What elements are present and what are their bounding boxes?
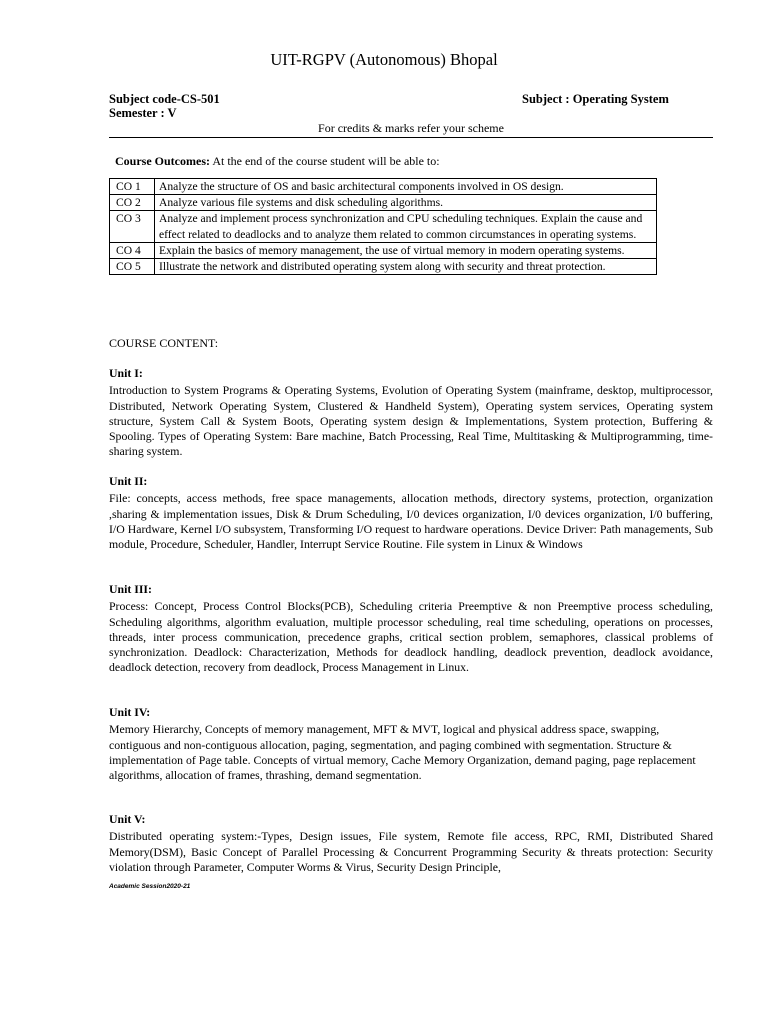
unit-text: File: concepts, access methods, free space managements, allocation methods, directory systems, protection, organization ,sharing & implementation issues, Disk & Drum Scheduling, I/0 devices organization, I/0 devices organization, I/0 buffering, I/O Hardware, Kernel I/O subsystem, Transforming I/O request to hardware operations. Device Driver: Path managements, Sub module, Procedure, Scheduler, Handler, Interrupt Service Routine. File system in Linux & Windows: [109, 491, 713, 552]
co-text: Explain the basics of memory management, the use of virtual memory in modern operating systems.: [155, 242, 657, 258]
course-outcomes-label: Course Outcomes:: [115, 154, 210, 168]
co-code: CO 3: [110, 211, 155, 242]
table-row: [110, 259, 657, 275]
co-text: Illustrate the network and distributed operating system along with security and threat protection.: [155, 259, 657, 275]
co-code: CO 4: [110, 242, 155, 258]
unit-title: Unit I:: [109, 366, 143, 380]
unit-title: Unit V:: [109, 812, 146, 826]
co-text: Analyze and implement process synchronization and CPU scheduling techniques. Explain the cause and effect related to deadlocks and to analyze them related to common circumstances in operating systems.: [155, 211, 657, 242]
course-outcomes-intro: [115, 154, 440, 169]
semester: Semester : V: [109, 106, 177, 120]
table-row: [110, 242, 657, 258]
credits-note: For credits & marks refer your scheme: [318, 121, 504, 135]
co-text: Analyze various file systems and disk scheduling algorithms.: [155, 195, 657, 211]
course-content-heading: COURSE CONTENT:: [109, 336, 219, 350]
header-divider: [109, 137, 713, 138]
table-row: [110, 179, 657, 195]
unit-section: [109, 582, 713, 676]
course-outcomes-intro-text: At the end of the course student will be able to:: [209, 154, 440, 168]
academic-session-footer: Academic Session2020-21: [109, 883, 191, 890]
page-title: UIT-RGPV (Autonomous) Bhopal: [270, 50, 498, 69]
subject-row: [109, 92, 713, 107]
co-text: Analyze the structure of OS and basic architectural components involved in OS design.: [155, 179, 657, 195]
co-code: CO 5: [110, 259, 155, 275]
unit-section: [109, 812, 713, 875]
subject-code: Subject code-CS-501: [109, 92, 220, 106]
unit-text: Distributed operating system:-Types, Design issues, File system, Remote file access, RPC, RMI, Distributed Shared Memory(DSM), Basic Concept of Parallel Processing & Concurrent Programming Security & threats protection: Security violation through Parameter, Computer Worms & Virus, Security Design Principle,: [109, 829, 713, 874]
subject-name: Subject : Operating System: [522, 92, 669, 106]
co-code: CO 2: [110, 195, 155, 211]
semester-row: [109, 106, 713, 121]
unit-title: Unit III:: [109, 582, 152, 596]
table-row: [110, 195, 657, 211]
unit-text: Introduction to System Programs & Operating Systems, Evolution of Operating System (mainframe, desktop, multiprocessor, Distributed, Network Operating System, Clustered & Handheld System), Operating system services, Operating system structure, System Call & System Boots, Operating system design & Implementations, System protection, Buffering & Spooling. Types of Operating System: Bare machine, Batch Processing, Real Time, Multitasking & Multiprogramming, time-sharing system.: [109, 383, 713, 459]
unit-text: Memory Hierarchy, Concepts of memory management, MFT & MVT, logical and physical address space, swapping, contiguous and non-contiguous allocation, paging, segmentation, and paging combined with segmentation. Structure & implementation of Page table. Concepts of virtual memory, Cache Memory Organization, demand paging, page replacement algorithms, allocation of frames, thrashing, demand segmentation.: [109, 722, 696, 783]
unit-title: Unit II:: [109, 474, 148, 488]
unit-text: Process: Concept, Process Control Blocks(PCB), Scheduling criteria Preemptive & non Preemptive process scheduling, Scheduling algorithms, algorithm evaluation, multiple processor scheduling, real time scheduling, operations on processes, threads, inter process communication, precedence graphs, critical section problem, semaphores, classical problems of synchronization. Deadlock: Characterization, Methods for deadlock handling, deadlock prevention, deadlock avoidance, deadlock detection, recovery from deadlock, Process Management in Linux.: [109, 599, 713, 675]
co-code: CO 1: [110, 179, 155, 195]
unit-section: [109, 705, 713, 783]
unit-title: Unit IV:: [109, 705, 151, 719]
unit-section: [109, 366, 713, 460]
course-outcomes-table: [109, 178, 657, 275]
unit-section: [109, 474, 713, 552]
table-row: [110, 211, 657, 242]
